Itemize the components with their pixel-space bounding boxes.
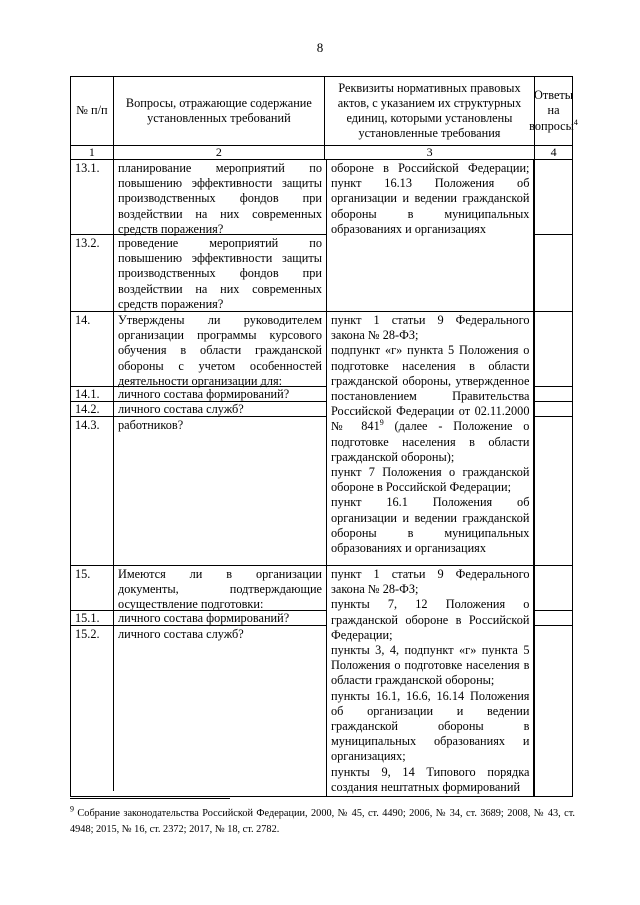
row-number: 14.3. <box>71 417 114 565</box>
answer-cell[interactable] <box>535 312 572 387</box>
page-number: 8 <box>316 40 324 55</box>
table-header-row <box>71 77 578 146</box>
requisite-item: пункт 1 статьи 9 Федерального закона № 28-ФЗ; <box>331 567 530 597</box>
answer-column <box>534 566 572 796</box>
table-row <box>71 402 326 417</box>
row-question: личного состава формирований? <box>118 611 290 625</box>
answer-cell[interactable] <box>535 626 572 791</box>
row-question: планирование мероприятий по повышению эффективности защиты производственных фондов при воздействии на них современных средств поражения? <box>118 161 322 236</box>
answer-cell[interactable] <box>535 566 572 611</box>
footnote-ref: 4 <box>573 117 578 127</box>
requisite-item: пункт 16.1 Положения об организации и ведении гражданской обороны в муниципальных образованиях и организациях <box>331 495 530 556</box>
row-number: 14. <box>71 312 114 386</box>
row-number: 15.2. <box>71 626 114 791</box>
row-question: проведение мероприятий по повышению эффективности защиты производственных фондов при воздействии на них современных средств поражения? <box>118 236 322 311</box>
header-answers-label: Ответы на вопросы <box>529 88 574 133</box>
row-number: 15.1. <box>71 611 114 625</box>
requisite-item: пункты 16.1, 16.6, 16.14 Положения об организации и ведении гражданской обороны в муниципальных образованиях и организациях; <box>331 688 530 764</box>
answer-cell[interactable] <box>535 160 572 235</box>
header-answers <box>529 77 578 145</box>
row-number: 14.2. <box>71 402 114 416</box>
table-row <box>71 626 326 791</box>
requisite-item: пункты 3, 4, подпункт «г» пункта 5 Положения о подготовке населения в области гражданской обороны; <box>331 643 530 688</box>
requisite-item: пункты 7, 12 Положения о гражданской обороне в Российской Федерации; <box>331 597 530 642</box>
table-row <box>71 611 326 626</box>
answer-cell[interactable] <box>535 417 572 565</box>
requirements-table <box>70 76 578 797</box>
column-number: 1 <box>71 146 114 159</box>
column-number: 4 <box>550 145 557 159</box>
answer-cell[interactable] <box>535 611 572 626</box>
row-number: 15. <box>71 566 114 610</box>
column-number: 2 <box>114 146 325 159</box>
row-question: личного состава служб? <box>118 402 244 416</box>
table-row-group-15 <box>71 566 572 796</box>
answer-cell[interactable] <box>535 387 572 402</box>
table-row <box>71 566 326 611</box>
row-requisites <box>326 312 534 565</box>
footnote-mark: 9 <box>70 804 74 814</box>
table-row <box>71 387 326 402</box>
requisite-item: (далее - Положение о подготовке населения в области гражданской обороны); <box>331 419 530 464</box>
requisite-item: пункт 1 статьи 9 Федерального закона № 28-ФЗ; <box>331 313 530 343</box>
requisite-item: пункт 7 Положения о гражданской обороне в Российской Федерации; <box>331 465 530 495</box>
table-row <box>71 312 326 387</box>
answer-cell[interactable] <box>535 235 572 311</box>
requisite-item: пункты 9, 14 Типового порядка создания нештатных формирований <box>331 764 530 794</box>
column-number: 3 <box>325 146 535 159</box>
footnote-text: Собрание законодательства Российской Федерации, 2000, № 45, ст. 4490; 2006, № 34, ст. 3689; 2008, № 43, ст. 4948; 2015, № 16, ст. 2372; 2017, № 18, ст. 2782. <box>70 808 576 835</box>
answer-cell[interactable] <box>535 402 572 417</box>
footnote <box>70 806 575 838</box>
row-question: личного состава формирований? <box>118 387 290 401</box>
requisite-item: подпункт «г» пункта 5 Положения о подготовке населения в области гражданской обороны, утвержденное постановлением Правительства Российской Федерации от 02.11.2000 № 841 <box>331 343 530 434</box>
row-question: Утверждены ли руководителем организации программы курсового обучения в области гражданской обороны с учетом особенностей деятельности организации для: <box>118 313 322 388</box>
column-numbers-row <box>71 146 572 160</box>
footnote-ref: 9 <box>379 418 384 428</box>
row-number: 14.1. <box>71 387 114 401</box>
row-question: Имеются ли в организации документы, подтверждающие осуществление подготовки: <box>118 567 322 612</box>
row-question: работников? <box>118 418 184 432</box>
table-row-group-14 <box>71 312 572 566</box>
header-number: № п/п <box>71 77 114 145</box>
table-row <box>71 235 326 311</box>
table-row-group-13 <box>71 160 572 312</box>
answer-column <box>534 160 572 311</box>
row-number: 13.2. <box>71 235 114 311</box>
row-question: личного состава служб? <box>118 627 244 641</box>
row-requisites <box>326 566 534 796</box>
row-number: 13.1. <box>71 160 114 234</box>
footnote-divider <box>70 798 230 799</box>
answer-column <box>534 312 572 565</box>
table-row <box>71 417 326 565</box>
row-requisites: обороне в Российской Федерации; пункт 16.13 Положения об организации и ведении гражданской обороны в муниципальных образованиях и организациях <box>326 160 534 311</box>
header-requisites: Реквизиты нормативных правовых актов, с указанием их структурных единиц, которыми установлены установленные требования <box>325 77 535 145</box>
header-questions: Вопросы, отражающие содержание установленных требований <box>114 77 325 145</box>
table-row <box>71 160 326 235</box>
